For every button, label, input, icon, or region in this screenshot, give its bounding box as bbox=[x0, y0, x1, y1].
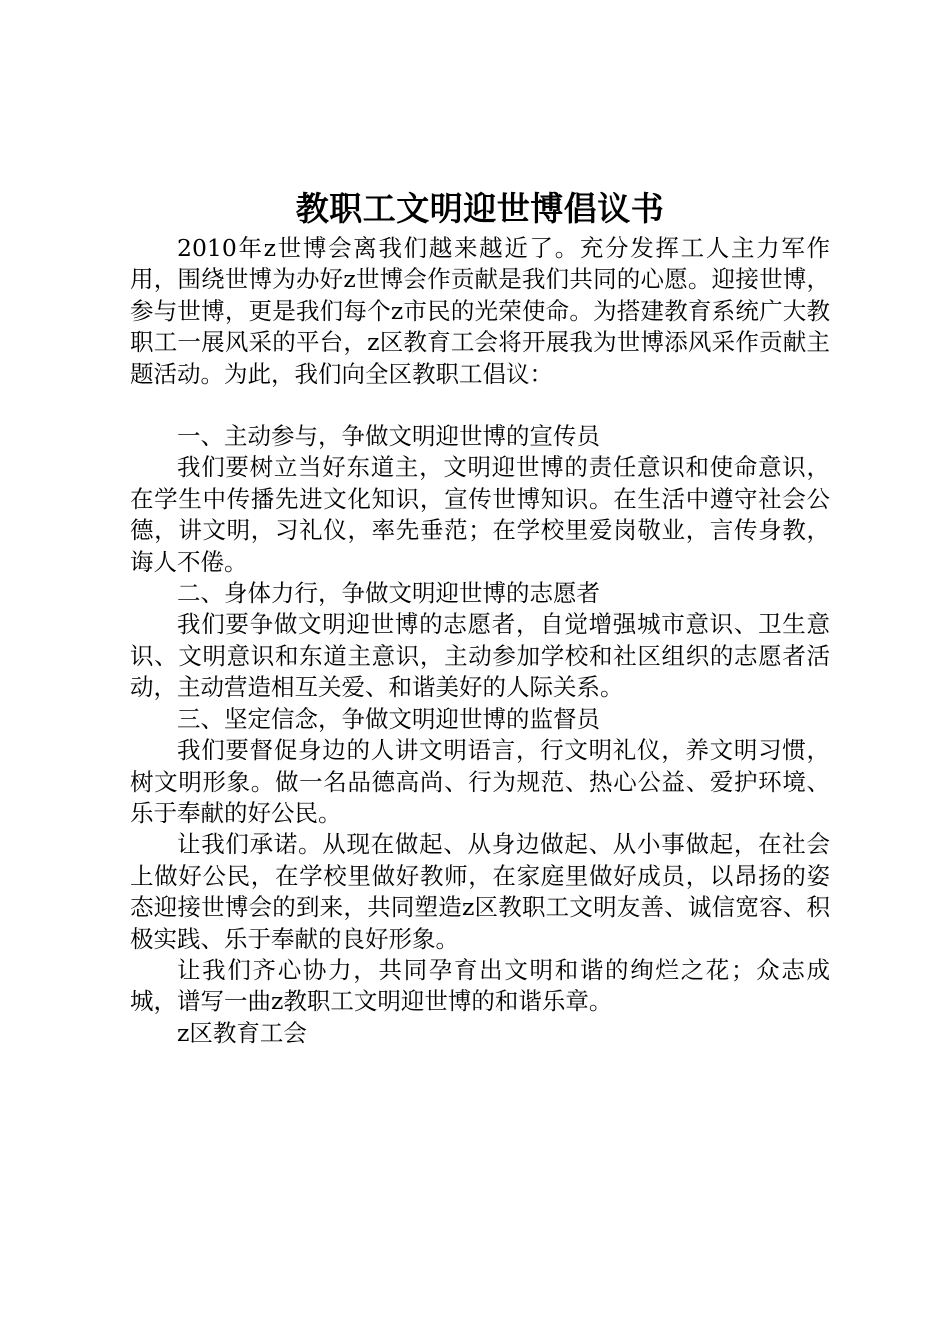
paragraph-spacer bbox=[130, 390, 830, 421]
signature: z区教育工会 bbox=[177, 1018, 307, 1047]
section-3-body: 我们要督促身边的人讲文明语言，行文明礼仪，养文明习惯，树文明形象。做一名品德高尚、行为规范、热心公益、爱护环境、乐于奉献的好公民。 bbox=[130, 736, 830, 827]
closing-paragraph-1: 让我们承诺。从现在做起、从身边做起、从小事做起，在社会上做好公民，在学校里做好教师，在家庭里做好成员，以昂扬的姿态迎接世博会的到来，共同塑造z区教职工文明友善、诚信宽容、积极实践、乐于奉献的良好形象。 bbox=[130, 830, 830, 953]
document-title: 教职工文明迎世博倡议书 bbox=[295, 189, 665, 228]
closing-paragraph-2: 让我们齐心协力，共同孕育出文明和谐的绚烂之花；众志成城，谱写一曲z教职工文明迎世博的和谐乐章。 bbox=[130, 955, 830, 1016]
section-2-body: 我们要争做文明迎世博的志愿者，自觉增强城市意识、卫生意识、文明意识和东道主意识，主动参加学校和社区组织的志愿者活动，主动营造相互关爱、和谐美好的人际关系。 bbox=[130, 610, 830, 702]
section-1-heading: 一、主动参与，争做文明迎世博的宣传员 bbox=[177, 422, 600, 451]
section-3-heading: 三、坚定信念，争做文明迎世博的监督员 bbox=[177, 704, 600, 733]
section-2-heading: 二、身体力行，争做文明迎世博的志愿者 bbox=[177, 579, 600, 608]
section-1-body: 我们要树立当好东道主，文明迎世博的责任意识和使命意识，在学生中传播先进文化知识，宣传世博知识。在生活中遵守社会公德，讲文明，习礼仪，率先垂范；在学校里爱岗敬业，言传身教，诲人不倦。 bbox=[130, 453, 830, 576]
document-page bbox=[130, 185, 830, 1049]
intro-paragraph: 2010年z世博会离我们越来越近了。充分发挥工人主力军作用，围绕世博为办好z世博会作贡献是我们共同的心愿。迎接世博，参与世博，更是我们每个z市民的光荣使命。为搭建教育系统广大教职工一展风采的平台，z区教育工会将开展我为世博添风采作贡献主题活动。为此，我们向全区教职工倡议： bbox=[130, 234, 830, 388]
